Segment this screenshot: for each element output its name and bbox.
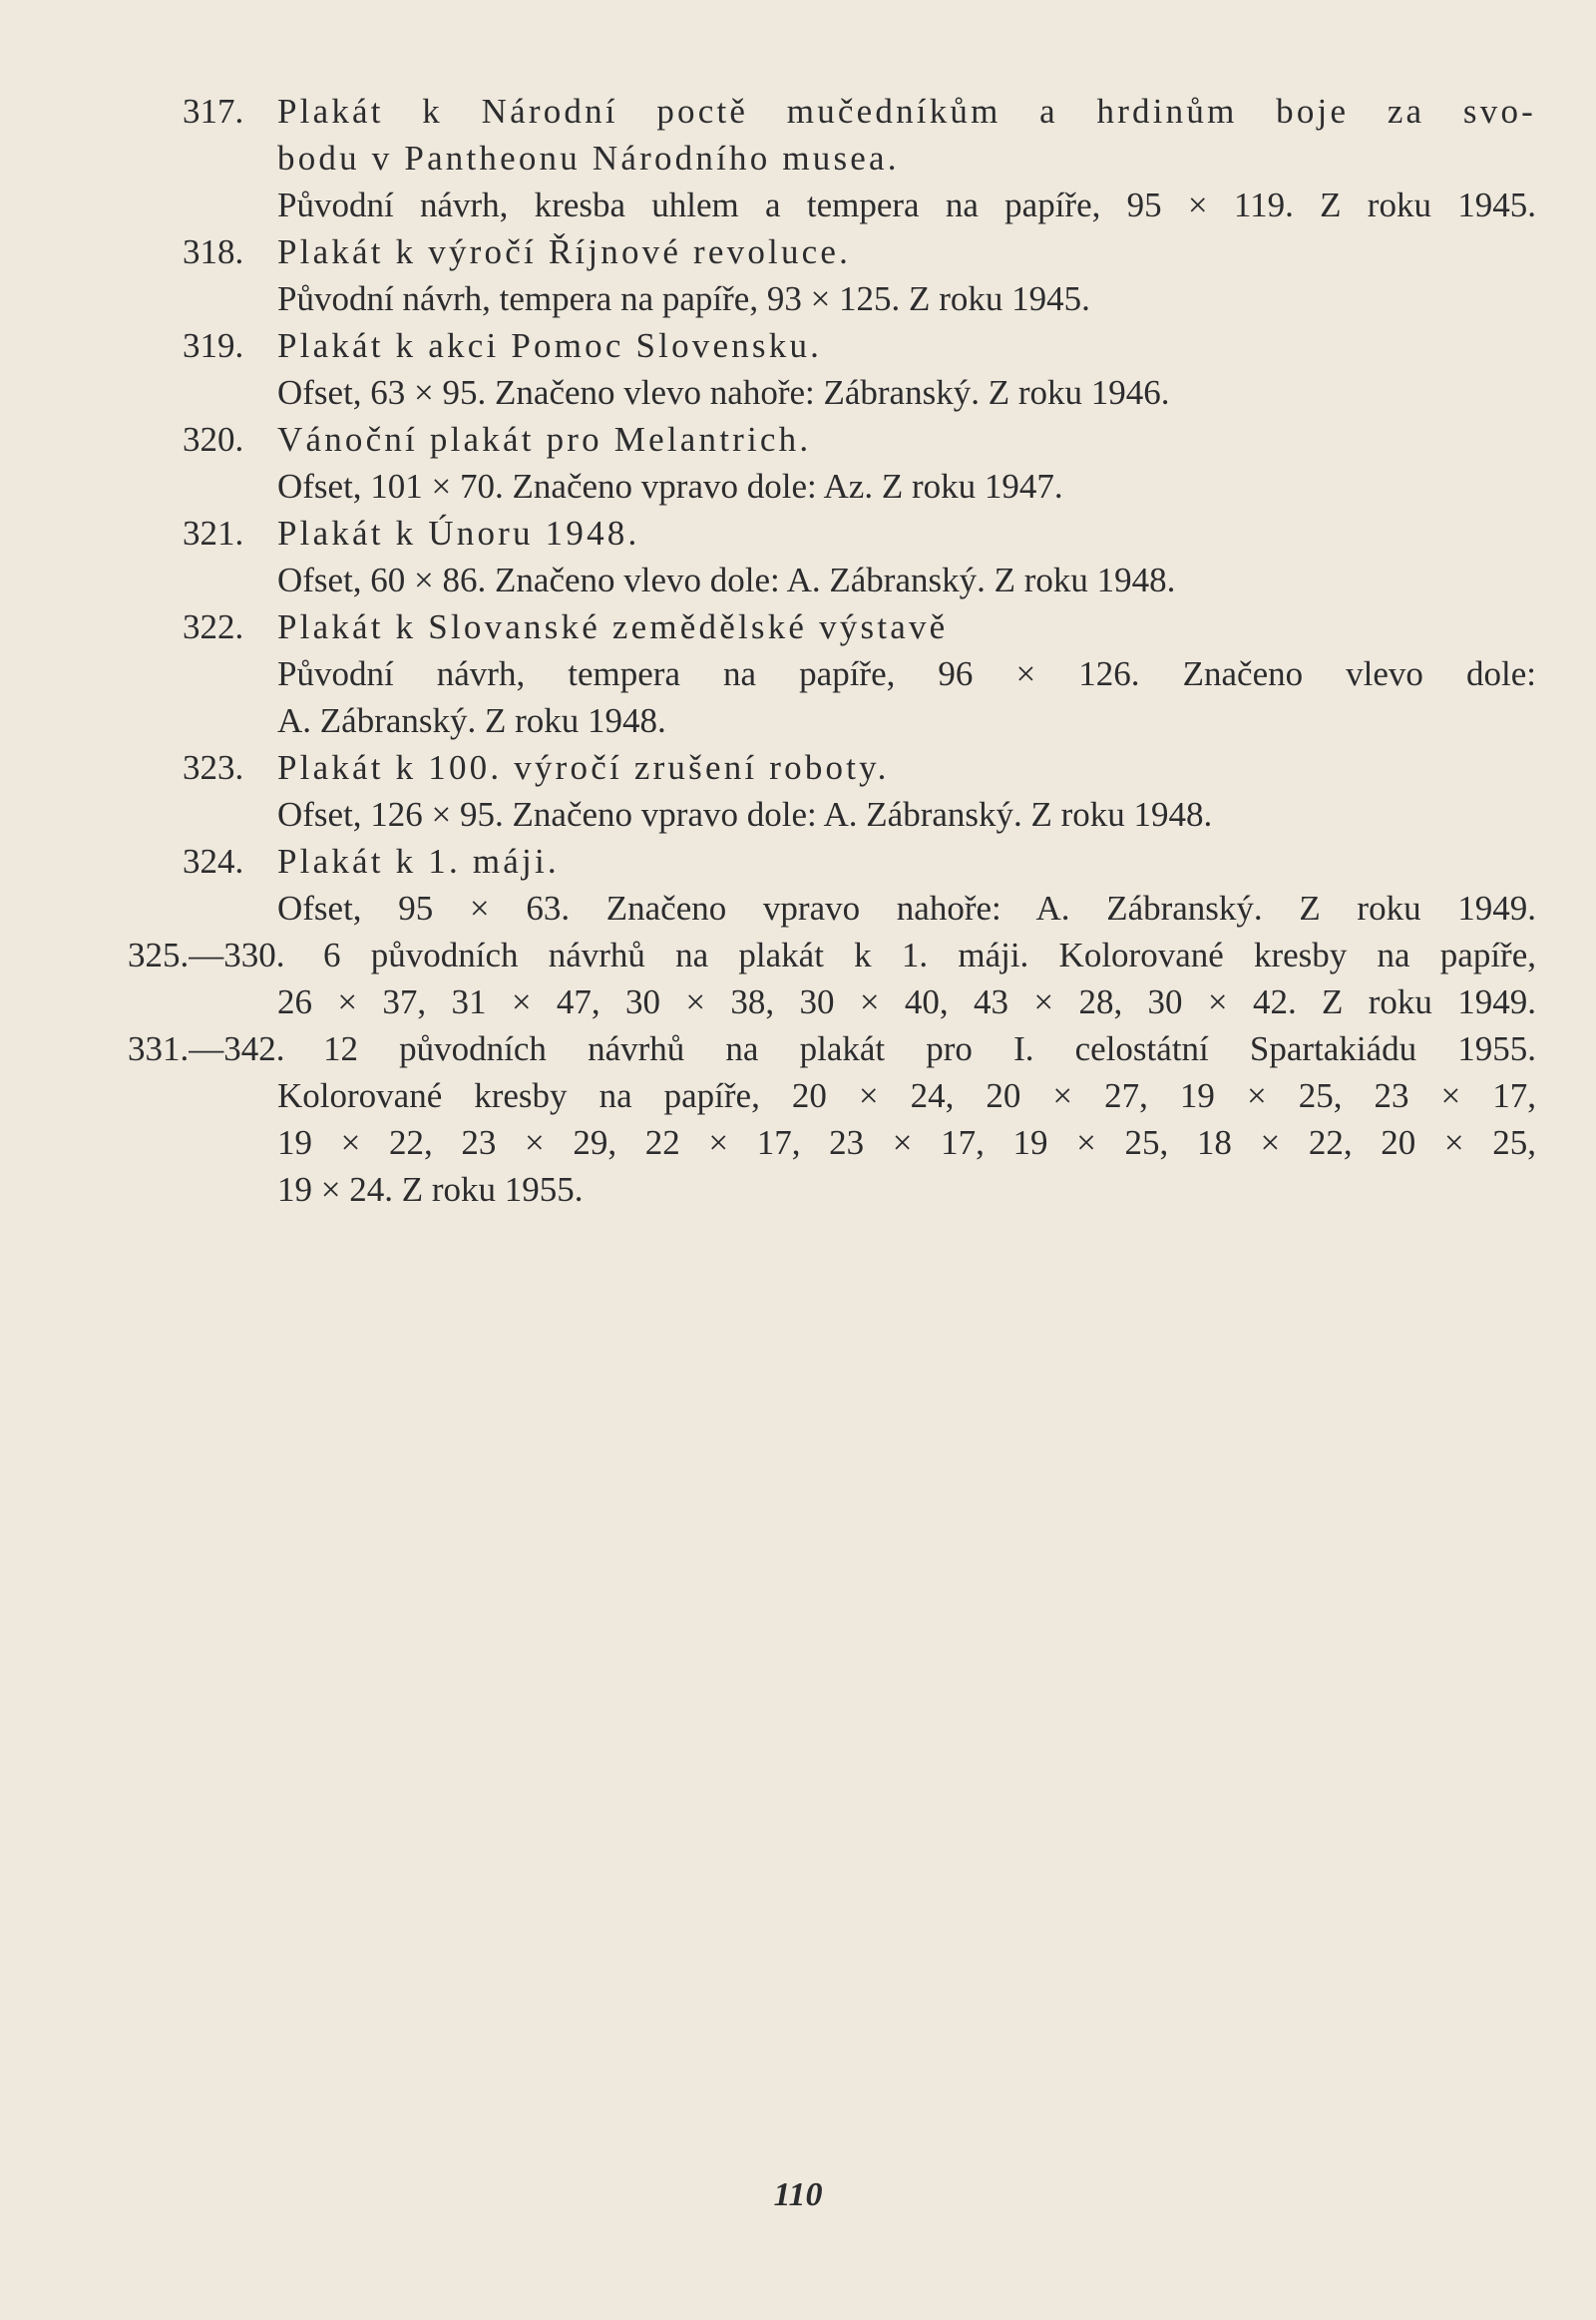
entry-description: Původní návrh, tempera na papíře, 93 × 125. Z roku 1945. [277, 279, 1090, 318]
entry-description: 26 × 37, 31 × 47, 30 × 38, 30 × 40, 43 × 28, 30 × 42. Z roku 1949. [277, 982, 1536, 1021]
entry-number: 323. [183, 748, 244, 787]
entry-description: Ofset, 60 × 86. Značeno vlevo dole: A. Zábranský. Z roku 1948. [277, 561, 1176, 599]
catalogue-entry-321 [0, 510, 1596, 603]
entry-description-continued: 19 × 22, 23 × 29, 22 × 17, 23 × 17, 19 × 25, 18 × 22, 20 × 25, [277, 1123, 1536, 1162]
entry-title-continued: bodu v Pantheonu Národního musea. [277, 139, 900, 178]
catalogue-entry-323 [0, 744, 1596, 838]
entry-title: Plakát k Únoru 1948. [277, 514, 640, 553]
entry-title: Vánoční plakát pro Melantrich. [277, 420, 812, 459]
entry-number: 321. [183, 514, 244, 553]
entry-description: Ofset, 63 × 95. Značeno vlevo nahoře: Zábranský. Z roku 1946. [277, 373, 1170, 412]
catalogue-entry-318 [0, 228, 1596, 322]
entry-title: Plakát k výročí Říjnové revoluce. [277, 232, 852, 271]
entry-title: Plakát k Národní poctě mučedníkům a hrdinům boje za svo- [277, 92, 1536, 131]
entry-title: Plakát k 1. máji. [277, 842, 560, 881]
entry-description-continued: 19 × 24. Z roku 1955. [277, 1170, 584, 1209]
entry-number: 324. [183, 842, 244, 881]
entry-description: Původní návrh, tempera na papíře, 96 × 126. Značeno vlevo dole: [277, 654, 1536, 693]
entry-number: 322. [183, 607, 244, 646]
entry-number: 317. [183, 92, 244, 131]
entry-number: 325.—330. [128, 936, 285, 974]
entry-title: 6 původních návrhů na plakát k 1. máji. Kolorované kresby na papíře, [323, 936, 1536, 974]
catalogue-entry-320 [0, 416, 1596, 510]
entry-number: 320. [183, 420, 244, 459]
entry-description: Ofset, 101 × 70. Značeno vpravo dole: Az. Z roku 1947. [277, 467, 1063, 506]
entry-title: Plakát k Slovanské zemědělské výstavě [277, 607, 949, 646]
entry-description: Kolorované kresby na papíře, 20 × 24, 20 × 27, 19 × 25, 23 × 17, [277, 1076, 1536, 1115]
entry-number: 319. [183, 326, 244, 365]
catalogue-entry-319 [0, 322, 1596, 416]
catalogue-entry-317 [0, 88, 1596, 228]
catalogue-list [0, 88, 1596, 1213]
page-number: 110 [773, 2176, 823, 2213]
entry-title: Plakát k akci Pomoc Slovensku. [277, 326, 823, 365]
entry-description-continued: A. Zábranský. Z roku 1948. [277, 701, 666, 740]
entry-description: Ofset, 126 × 95. Značeno vpravo dole: A. Zábranský. Z roku 1948. [277, 795, 1213, 834]
catalogue-entry-324 [0, 838, 1596, 932]
catalogue-entry-325-330 [0, 932, 1596, 1025]
entry-description: Ofset, 95 × 63. Značeno vpravo nahoře: A. Zábranský. Z roku 1949. [277, 889, 1536, 928]
catalogue-entry-331-342 [0, 1025, 1596, 1213]
entry-number: 318. [183, 232, 244, 271]
entry-description: Původní návrh, kresba uhlem a tempera na papíře, 95 × 119. Z roku 1945. [277, 186, 1536, 224]
entry-number: 331.—342. [128, 1029, 285, 1068]
catalogue-entry-322 [0, 603, 1596, 744]
entry-title: 12 původních návrhů na plakát pro I. celostátní Spartakiádu 1955. [323, 1029, 1536, 1068]
entry-title: Plakát k 100. výročí zrušení roboty. [277, 748, 890, 787]
